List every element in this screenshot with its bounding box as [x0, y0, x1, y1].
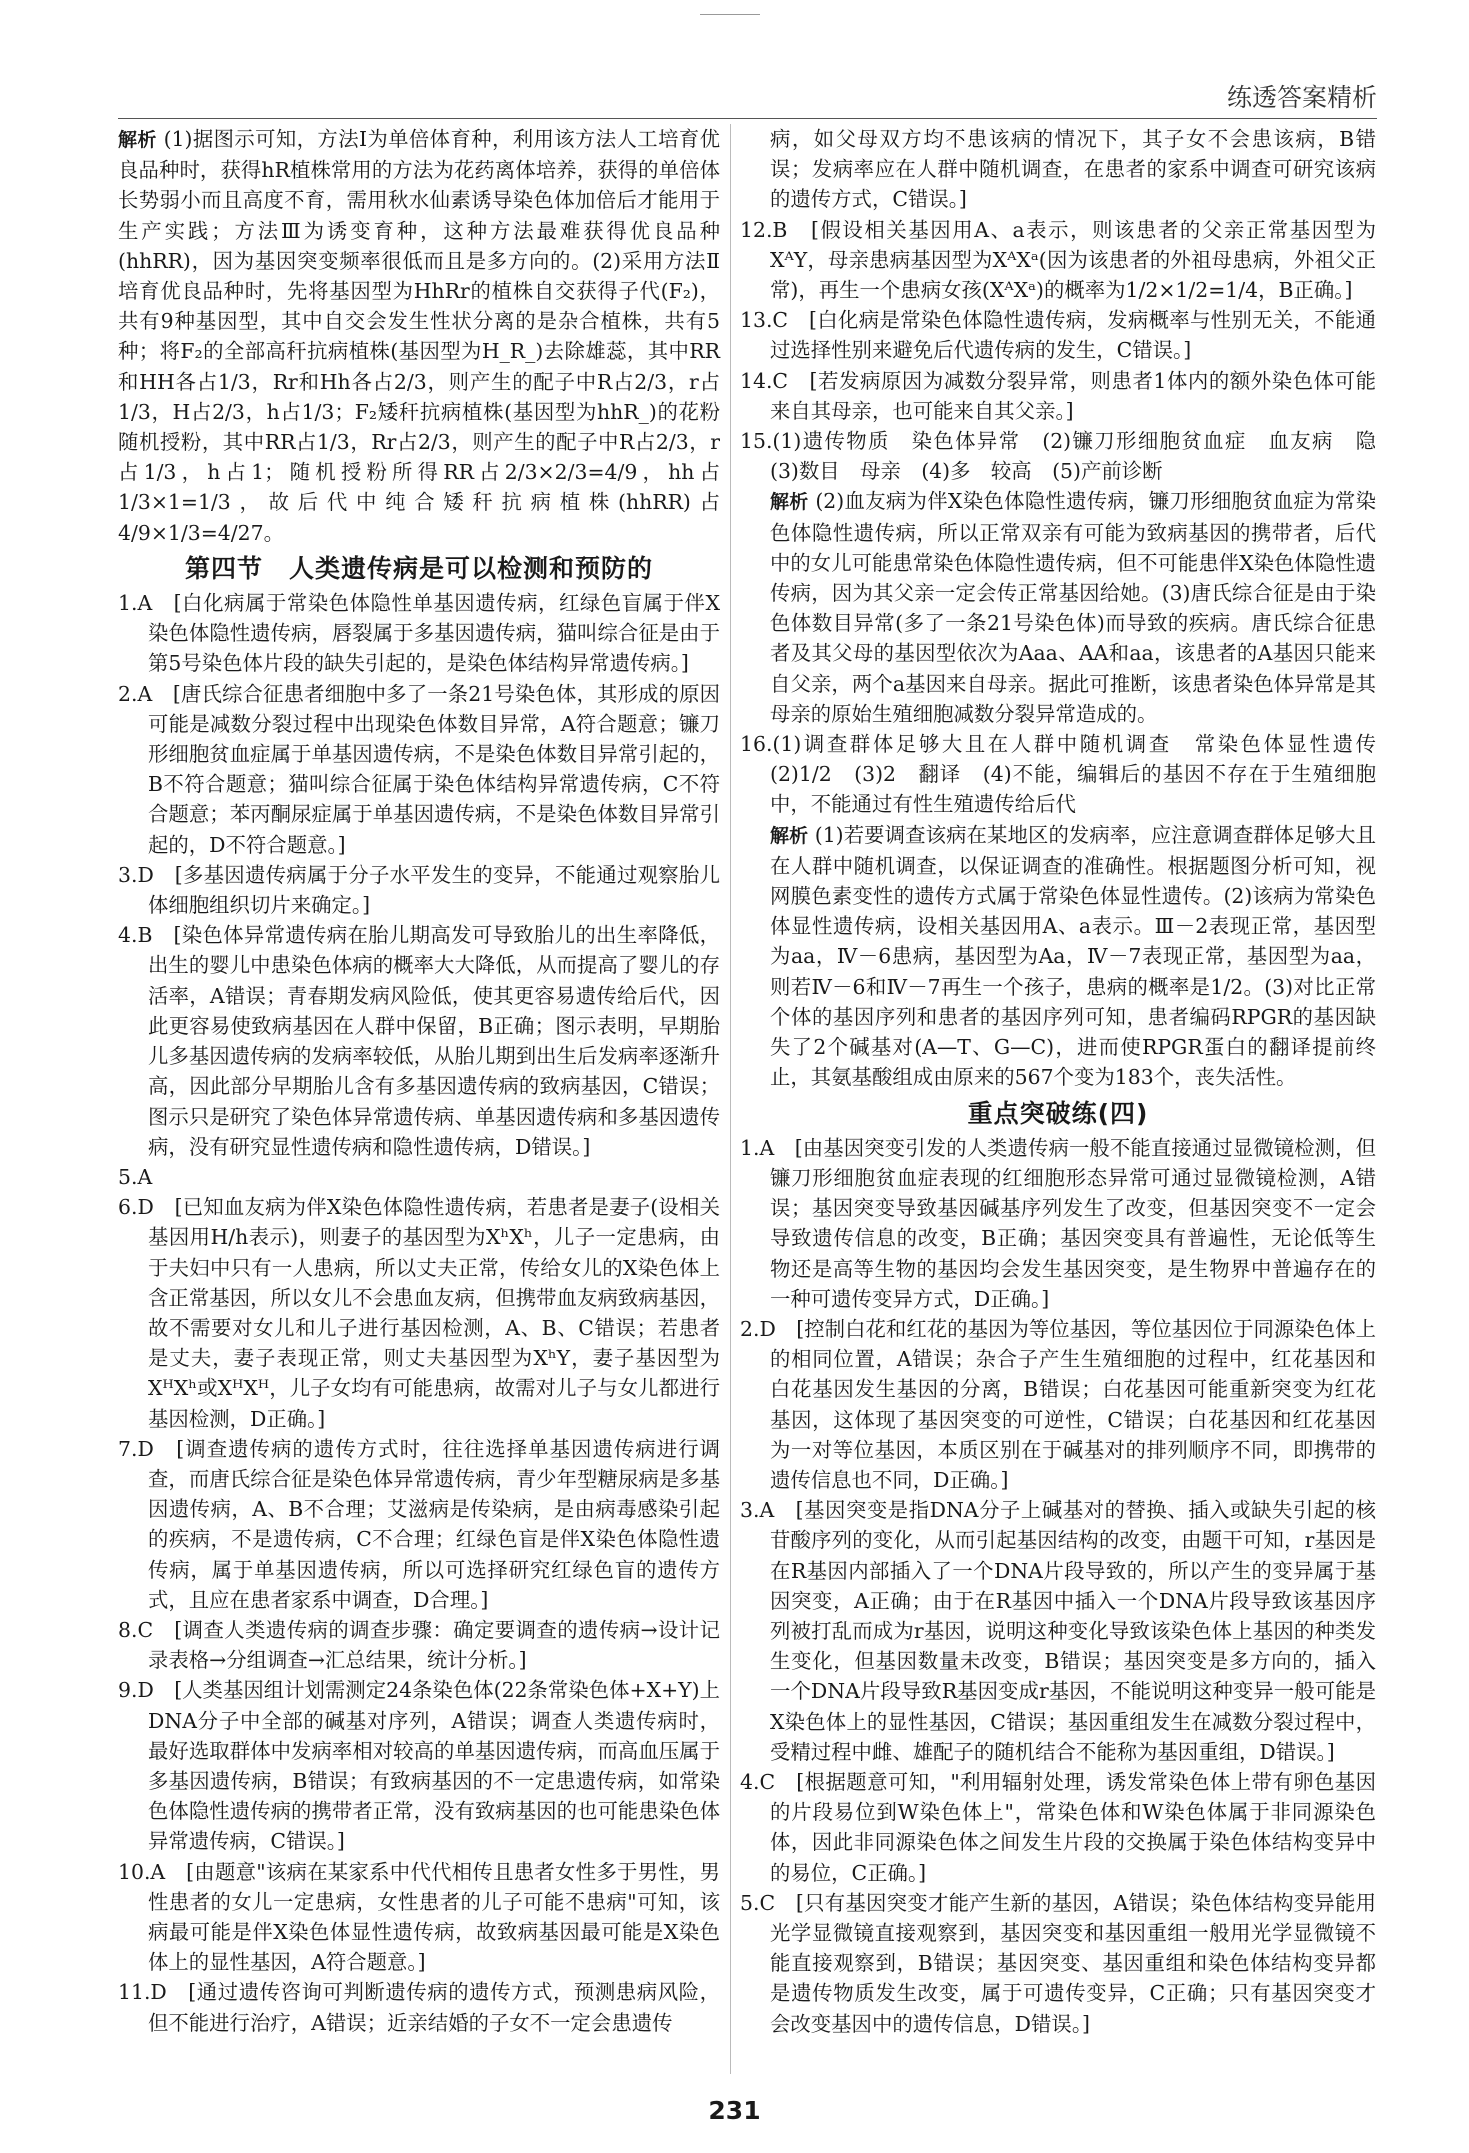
analysis-label: 解析	[770, 491, 809, 514]
answer-item: 15.(1)遗传物质 染色体异常 (2)镰刀形细胞贫血症 血友病 隐 (3)数目 母亲 (4)多 较高 (5)产前诊断	[740, 429, 1397, 484]
top-mark	[700, 14, 760, 15]
analysis-text: (1)若要调查该病在某地区的发病率，应注意调查群体足够大且在人群中随机调查，以保证调查的准确性。根据题图分析可知，视网膜色素变性的遗传方式属于常染色体显性遗传。(2)该病为常染色体显性遗传病，设相关基因用A、a表示。Ⅲ－2表现正常，基因型为aa，Ⅳ－6患病，基因型为Aa，Ⅳ－7表现正常，基因型为aa，则若Ⅳ－6和Ⅳ－7再生一个孩子，患病的概率是1/2。(3)对比正常个体的基因序列和患者的基因序列可知，患者编码RPGR的基因缺失了2个碱基对(A—T、G—C)，进而使RPGR蛋白的翻译提前终止，其氨基酸组成由原来的567个变为183个，丧失活性。	[770, 822, 1376, 1090]
analysis-label: 解析	[118, 129, 157, 151]
answer-item: 5.A	[118, 1164, 153, 1189]
answer-item: 5.C [只有基因突变才能产生新的基因，A错误；染色体结构变异能用光学显微镜直接观察到，基因突变和基因重组一般用光学显微镜不能直接观察到，B错误；基因突变、基因重组和染色体结构变异都是遗传物质发生改变，属于可遗传变异，C正确；只有基因突变才会改变基因中的遗传信息，D错误。]	[740, 1890, 1376, 2036]
analysis-paragraph	[740, 486, 1376, 729]
answer-item: 4.C [根据题意可知，"利用辐射处理，诱发常染色体上带有卵色基因的片段易位到W染色体上"，常染色体和W染色体属于非同源染色体，因此非同源染色体之间发生片段的交换属于染色体结构变异中的易位，C正确。]	[740, 1769, 1376, 1885]
answer-item: 13.C [白化病是常染色体隐性遗传病，发病概率与性别无关，不能通过选择性别来避免后代遗传病的发生，C错误。]	[740, 308, 1376, 363]
section-title: 重点突破练(四)	[967, 1098, 1149, 1128]
answer-item: 2.D [控制白花和红花的基因为等位基因，等位基因位于同源染色体上的相同位置，A错误；杂合子产生生殖细胞的过程中，红花基因和白花基因发生基因的分离，B错误；白花基因可能重新突变为红花基因，这体现了基因突变的可逆性，C错误；白花基因和红花基因为一对等位基因，本质区别在于碱基对的排列顺序不同，即携带的遗传信息也不同，D正确。]	[740, 1316, 1376, 1492]
answer-item: 8.C [调查人类遗传病的调查步骤：确定要调查的遗传病→设计记录表格→分组调查→汇总结果，统计分析。]	[118, 1617, 720, 1673]
answer-item: 2.A [唐氏综合征患者细胞中多了一条21号染色体，其形成的原因可能是减数分裂过程中出现染色体数目异常，A符合题意；镰刀形细胞贫血症属于单基因遗传病，不是染色体数目异常引起的，B不符合题意；猫叫综合征属于染色体结构异常遗传病，C不符合题意；苯丙酮尿症属于单基因遗传病，不是染色体数目异常引起的，D不符合题意。]	[118, 681, 720, 857]
answer-item: 9.D [人类基因组计划需测定24条染色体(22条常染色体+X+Y)上DNA分子中全部的碱基对序列，A错误；调查人类遗传病时，最好选取群体中发病率相对较高的单基因遗传病，而高血压属于多基因遗传病，B错误；有致病基因的不一定患遗传病，如常染色体隐性遗传病的携带者正常，没有致病基因的也可能患染色体异常遗传病，C错误。]	[118, 1678, 720, 1854]
answer-item: 1.A [白化病属于常染色体隐性单基因遗传病，红绿色盲属于伴X染色体隐性遗传病，唇裂属于多基因遗传病，猫叫综合征是由于第5号染色体片段的缺失引起的，是染色体结构异常遗传病。]	[118, 591, 720, 676]
answer-item: 3.A [基因突变是指DNA分子上碱基对的替换、插入或缺失引起的核苷酸序列的变化，从而引起基因结构的改变，由题干可知，r基因是在R基因内部插入了一个DNA片段导致的，所以产生的变异属于基因突变，A正确；由于在R基因中插入一个DNA片段导致该基因序列被打乱而成为r基因，说明这种变化导致该染色体上基因的种类发生变化，但基因数量未改变，B错误；基因突变是多方向的，插入一个DNA片段导致R基因变成r基因，不能说明这种变异一般可能是X染色体上的显性基因，C错误；基因重组发生在减数分裂过程中，受精过程中雌、雄配子的随机结合不能称为基因重组，D错误。]	[740, 1498, 1376, 1764]
answer-item: 7.D [调查遗传病的遗传方式时，往往选择单基因遗传病进行调查，而唐氏综合征是染色体异常遗传病，青少年型糖尿病是多基因遗传病，A、B不合理；艾滋病是传染病，是由病毒感染引起的疾病，不是遗传病，C不合理；红绿色盲是伴X染色体隐性遗传病，属于单基因遗传病，所以可选择研究红绿色盲的遗传方式，且应在患者家系中调查，D合理。]	[118, 1436, 720, 1612]
analysis-paragraph	[118, 124, 720, 548]
answer-item: 10.A [由题意"该病在某家系中代代相传且患者女性多于男性，男性患者的女儿一定患病，女性患者的儿子可能不患病"可知，该病最可能是伴X染色体显性遗传病，故致病基因最可能是X染色体上的显性基因，A符合题意。]	[118, 1859, 720, 1975]
analysis-paragraph	[740, 820, 1376, 1093]
analysis-text: (1)据图示可知，方法Ⅰ为单倍体育种，利用该方法人工培育优良品种时，获得hR植株常用的方法为花药离体培养，获得的单倍体长势弱小而且高度不育，需用秋水仙素诱导染色体加倍后才能用于生产实践；方法Ⅲ为诱变育种，这种方法最难获得优良品种(hhRR)，因为基因突变频率很低而且是多方向的。(2)采用方法Ⅱ培育优良品种时，先将基因型为HhRr的植株自交获得子代(F₂)，共有9种基因型，其中自交会发生性状分离的是杂合植株，共有5种；将F₂的全部高秆抗病植株(基因型为H_R_)去除雄蕊，其中RR和HH各占1/3，Rr和Hh各占2/3，则产生的配子中R占2/3，r占1/3，H占2/3，h占1/3；F₂矮秆抗病植株(基因型为hhR_)的花粉随机授粉，其中RR占1/3，Rr占2/3，则产生的配子中R占2/3，r占1/3，h占1；随机授粉所得RR占2/3×2/3=4/9，hh占1/3×1=1/3，故后代中纯合矮秆抗病植株(hhRR)占4/9×1/3=4/27。	[118, 127, 720, 545]
page-number: 231	[708, 2096, 761, 2125]
answer-item: 11.D [通过遗传咨询可判断遗传病的遗传方式，预测患病风险，但不能进行治疗，A错误；近亲结婚的子女不一定会患遗传	[118, 1980, 720, 2035]
analysis-label: 解析	[770, 824, 809, 847]
answer-item: 4.B [染色体异常遗传病在胎儿期高发可导致胎儿的出生率降低，出生的婴儿中患染色体病的概率大大降低，从而提高了婴儿的存活率，A错误；青春期发病风险低，使其更容易遗传给后代，因此更容易使致病基因在人群中保留，B正确；图示表明，早期胎儿多基因遗传病的发病率较低，从胎儿期到出生后发病率逐渐升高，因此部分早期胎儿含有多基因遗传病的致病基因，C错误；图示只是研究了染色体异常遗传病、单基因遗传病和多基因遗传病，没有研究显性遗传病和隐性遗传病，D错误。]	[118, 923, 720, 1159]
answer-item: 16.(1)调查群体足够大且在人群中随机调查 常染色体显性遗传 (2)1/2 (3)2 翻译 (4)不能，编辑后的基因不存在于生殖细胞中，不能通过有性生殖遗传给后代	[740, 732, 1397, 817]
answer-item: 6.D [已知血友病为伴X染色体隐性遗传病，若患者是妻子(设相关基因用H/h表示)，则妻子的基因型为XʰXʰ，儿子一定患病，由于夫妇中只有一人患病，所以丈夫正常，传给女儿的X染色体上含正常基因，所以女儿不会患血友病，但携带血友病致病基因，故不需要对女儿和儿子进行基因检测，A、B、C错误；若患者是丈夫，妻子表现正常，则丈夫基因型为XʰY，妻子基因型为XᴴXʰ或XᴴXᴴ，儿子女均有可能患病，故需对儿子与女儿都进行基因检测，D正确。]	[118, 1195, 720, 1431]
answer-item: 3.D [多基因遗传病属于分子水平发生的变异，不能通过观察胎儿体细胞组织切片来确定。]	[118, 862, 720, 918]
header-rule	[118, 118, 1377, 119]
answer-item: 12.B [假设相关基因用A、a表示，则该患者的父亲正常基因型为XᴬY，母亲患病基因型为XᴬXᵃ(因为该患者的外祖母患病，外祖父正常)，再生一个患病女孩(XᴬXᵃ)的概率为1/2×1/2=1/4，B正确。]	[740, 217, 1376, 303]
answer-item: 14.C [若发病原因为减数分裂异常，则患者1体内的额外染色体可能来自其母亲，也可能来自其父亲。]	[740, 368, 1376, 423]
right-column	[740, 124, 1397, 2084]
answer-item: 1.A [由基因突变引发的人类遗传病一般不能直接通过显微镜检测，但镰刀形细胞贫血症表现的红细胞形态异常可通过显微镜检测，A错误；基因突变导致基因碱基序列发生了改变，但基因突变不一定会导致遗传信息的改变，B正确；基因突变具有普遍性，无论低等生物还是高等生物的基因均会发生基因突变，是生物界中普遍存在的一种可遗传变异方式，D正确。]	[740, 1135, 1376, 1311]
analysis-text: (2)血友病为伴X染色体隐性遗传病，镰刀形细胞贫血症为常染色体隐性遗传病，所以正常双亲有可能为致病基因的携带者，后代中的女儿可能患常染色体隐性遗传病，但不可能患伴X染色体隐性遗传病，因为其父亲一定会传正常基因给她。(3)唐氏综合征是由于染色体数目异常(多了一条21号染色体)而导致的疾病。唐氏综合征患者及其父母的基因型依次为Aaa、AA和aa，该患者的A基因只能来自父亲，两个a基因来自母亲。据此可推断，该患者染色体异常是其母亲的原始生殖细胞减数分裂异常造成的。	[770, 489, 1376, 726]
continued-text: 病，如父母双方均不患该病的情况下，其子女不会患该病，B错误；发病率应在人群中随机调查，在患者的家系中调查可研究该病的遗传方式，C错误。]	[770, 127, 1376, 212]
left-column	[118, 124, 720, 2084]
column-divider	[730, 124, 731, 2074]
running-title: 练透答案精析	[1226, 83, 1377, 112]
section-title: 第四节 人类遗传病是可以检测和预防的	[184, 553, 653, 583]
